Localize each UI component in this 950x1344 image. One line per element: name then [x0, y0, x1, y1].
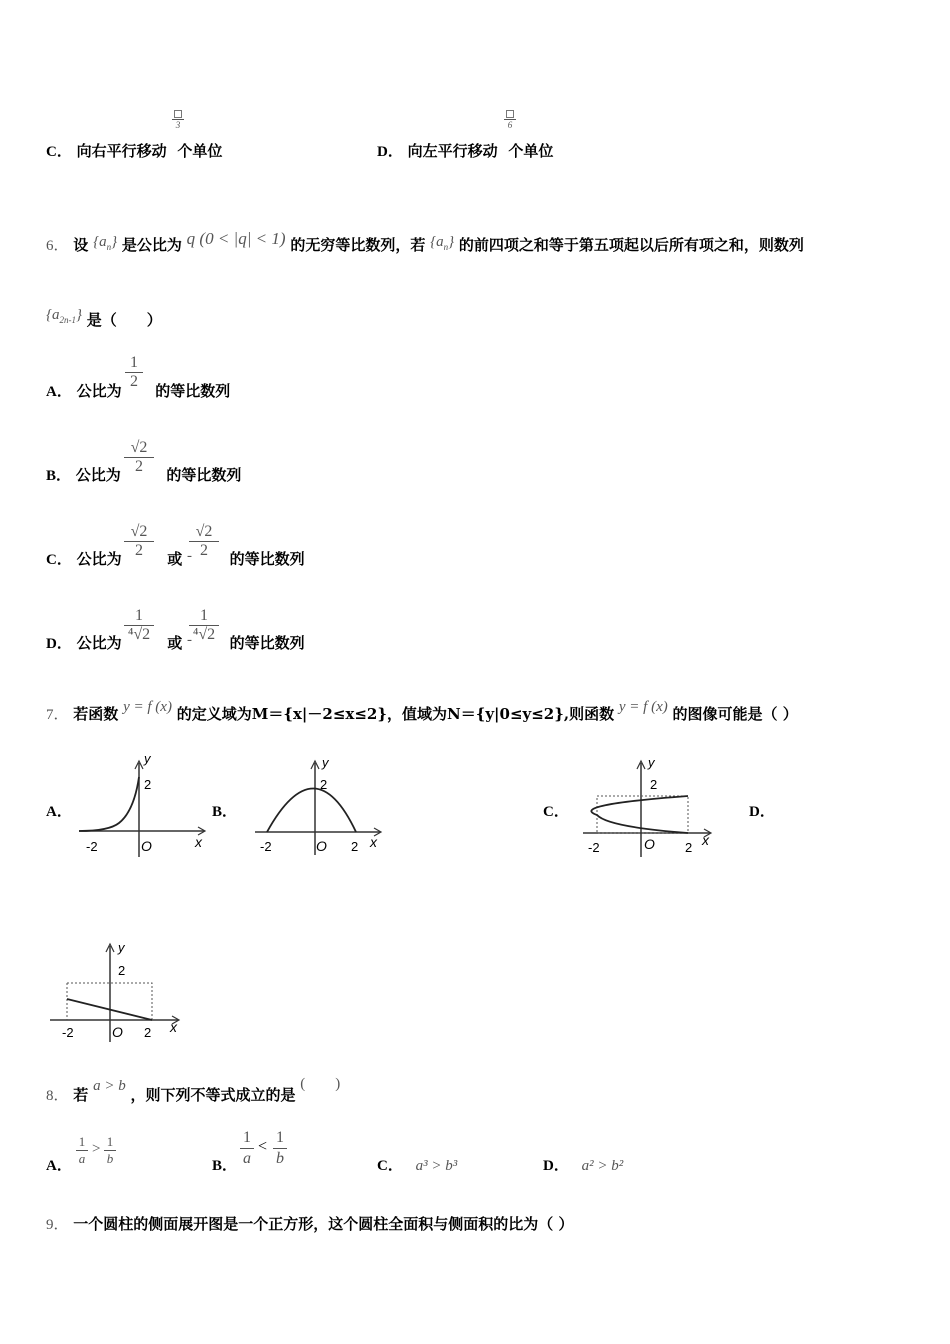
option-text: 或	[167, 550, 183, 568]
curve	[79, 777, 139, 831]
option-expr: a³ > b³	[415, 1158, 458, 1174]
stem-text: 若函数	[73, 705, 119, 723]
option-text: 的等比数列	[229, 634, 305, 652]
condition-expr: a > b	[93, 1078, 126, 1094]
question-number: 7．	[46, 707, 69, 723]
option-text: 的等比数列	[166, 466, 242, 484]
option-letter: D．	[377, 144, 403, 160]
x-label: x	[702, 832, 709, 848]
q7-stem	[46, 699, 798, 724]
fraction-neg-1-fourthroot2: $\frac{1}{\text{⁴√2}}$	[189, 607, 219, 644]
x-tick-2: 2	[685, 840, 693, 855]
x-tick-2: 2	[351, 839, 359, 854]
x-tick-neg2: -2	[260, 839, 272, 854]
option-text: 的等比数列	[155, 382, 231, 400]
q7-option-d-label[interactable]: D．	[749, 804, 775, 820]
q9-stem	[46, 1213, 574, 1234]
stem-text: 的定义域为M＝{x|－2≤x≤2}，值域为N＝{y|0≤y≤2},则函数	[176, 705, 615, 723]
ratio-condition: q (0 < |q| < 1)	[186, 229, 286, 248]
y-label: y	[322, 755, 329, 770]
sequence-an: $\{a_n\}$	[93, 234, 118, 252]
q5-option-c[interactable]	[46, 140, 222, 161]
origin-label: O	[644, 836, 655, 852]
option-expr: a² > b²	[581, 1158, 624, 1174]
x-label: x	[170, 1019, 177, 1035]
option-text: 公比为	[76, 550, 122, 568]
q8-option-d[interactable]	[543, 1154, 623, 1175]
fraction-1-b: $\frac{1}{b}$	[104, 1134, 116, 1167]
option-letter: D．	[46, 636, 72, 652]
fraction-1-b: $\frac{1}{b}$	[273, 1128, 287, 1169]
minus-sign: -	[187, 632, 192, 648]
curve	[267, 789, 356, 833]
stem-text: 的前四项之和等于第五项起以后所有项之和，则数列	[458, 236, 804, 254]
function-expr: y = f (x)	[618, 699, 668, 715]
q6-option-d[interactable]	[46, 632, 305, 653]
x-label: x	[370, 834, 377, 850]
stem-text: ，则下列不等式成立的是	[130, 1086, 296, 1104]
y-label: y	[144, 755, 151, 766]
fraction-1-fourthroot2: $\frac{1}{\text{⁴√2}}$	[124, 607, 154, 644]
origin-label: O	[316, 838, 327, 854]
x-tick-2: 2	[144, 1025, 152, 1040]
option-text: 公比为	[76, 634, 122, 652]
q8-option-c[interactable]	[377, 1154, 457, 1175]
option-text: 个单位	[177, 142, 223, 160]
curve	[591, 796, 688, 833]
option-letter: B．	[46, 468, 72, 484]
q7-option-a-label[interactable]: A．	[46, 804, 72, 820]
graph-d[interactable]	[48, 938, 188, 1043]
y-tick-2: 2	[144, 777, 152, 792]
question-number: 9．	[46, 1217, 69, 1233]
answer-paren: ( )	[300, 1076, 341, 1092]
question-number: 6．	[46, 238, 69, 254]
y-label: y	[118, 940, 125, 955]
greater-sign: >	[92, 1141, 101, 1157]
q6-option-c[interactable]	[46, 548, 305, 569]
bounding-box	[597, 796, 688, 833]
stem-text: 若	[73, 1086, 89, 1104]
option-letter: C．	[377, 1158, 403, 1174]
option-text: 向右平行移动	[76, 142, 167, 160]
option-letter: A．	[46, 384, 72, 400]
graph-c[interactable]	[578, 755, 723, 860]
q5-option-d[interactable]	[377, 140, 553, 161]
fraction-1-a: $\frac{1}{a}$	[240, 1128, 254, 1169]
y-tick-2: 2	[320, 777, 328, 792]
option-letter: C．	[46, 144, 72, 160]
graph-b[interactable]	[250, 755, 390, 860]
y-label: y	[648, 755, 655, 770]
fraction-1-a: $\frac{1}{a}$	[76, 1134, 88, 1167]
question-number: 8．	[46, 1088, 69, 1104]
x-label: x	[195, 834, 202, 850]
q8-stem	[46, 1076, 341, 1105]
fraction-1-2: $\frac{1}{2}$	[125, 354, 143, 391]
function-expr: y = f (x)	[123, 699, 172, 715]
fraction-root2-2: $\frac{√2}{2}$	[124, 523, 154, 560]
option-text: 向左平行移动	[407, 142, 498, 160]
option-text: 公比为	[76, 382, 122, 400]
sequence-a2n-1: $\{a_{2n-1}\}$	[46, 307, 82, 325]
stem-text: 一个圆柱的侧面展开图是一个正方形，这个圆柱全面积与侧面积的比为（ ）	[73, 1215, 574, 1233]
option-letter: C．	[46, 552, 72, 568]
x-tick-neg2: -2	[588, 840, 600, 855]
q8-option-a[interactable]: A．	[46, 1158, 72, 1174]
pi-over-6-fraction: 6	[504, 110, 516, 131]
stem-text: 设	[73, 236, 89, 254]
q6-stem-line1	[46, 229, 804, 256]
q6-stem-line2	[46, 309, 162, 331]
stem-text: 的图像可能是（ ）	[672, 705, 798, 723]
q7-option-c-label[interactable]: C．	[543, 804, 569, 820]
option-text: 公比为	[75, 466, 121, 484]
option-letter: D．	[543, 1158, 569, 1174]
less-sign: <	[258, 1138, 268, 1155]
sequence-an: $\{a_n\}$	[430, 234, 455, 252]
fraction-neg-root2-2: $\frac{√2}{2}$	[189, 523, 219, 560]
fraction-root2-2: $\frac{√2}{2}$	[124, 439, 154, 476]
graph-a[interactable]	[74, 755, 214, 860]
q8-option-b[interactable]: B．	[212, 1158, 238, 1174]
option-text: 或	[167, 634, 183, 652]
stem-text: 的无穷等比数列，若	[290, 236, 426, 254]
origin-label: O	[141, 838, 152, 854]
y-tick-2: 2	[118, 963, 126, 978]
origin-label: O	[112, 1024, 123, 1040]
stem-text: 是公比为	[121, 236, 182, 254]
minus-sign: -	[187, 548, 192, 564]
q7-option-b-label[interactable]: B．	[212, 804, 238, 820]
option-text: 的等比数列	[229, 550, 305, 568]
stem-text: 是（ ）	[86, 311, 162, 329]
option-text: 个单位	[508, 142, 554, 160]
y-tick-2: 2	[650, 777, 658, 792]
pi-over-3-fraction: 3	[172, 110, 184, 131]
x-tick-neg2: -2	[86, 839, 98, 854]
x-tick-neg2: -2	[62, 1025, 74, 1040]
